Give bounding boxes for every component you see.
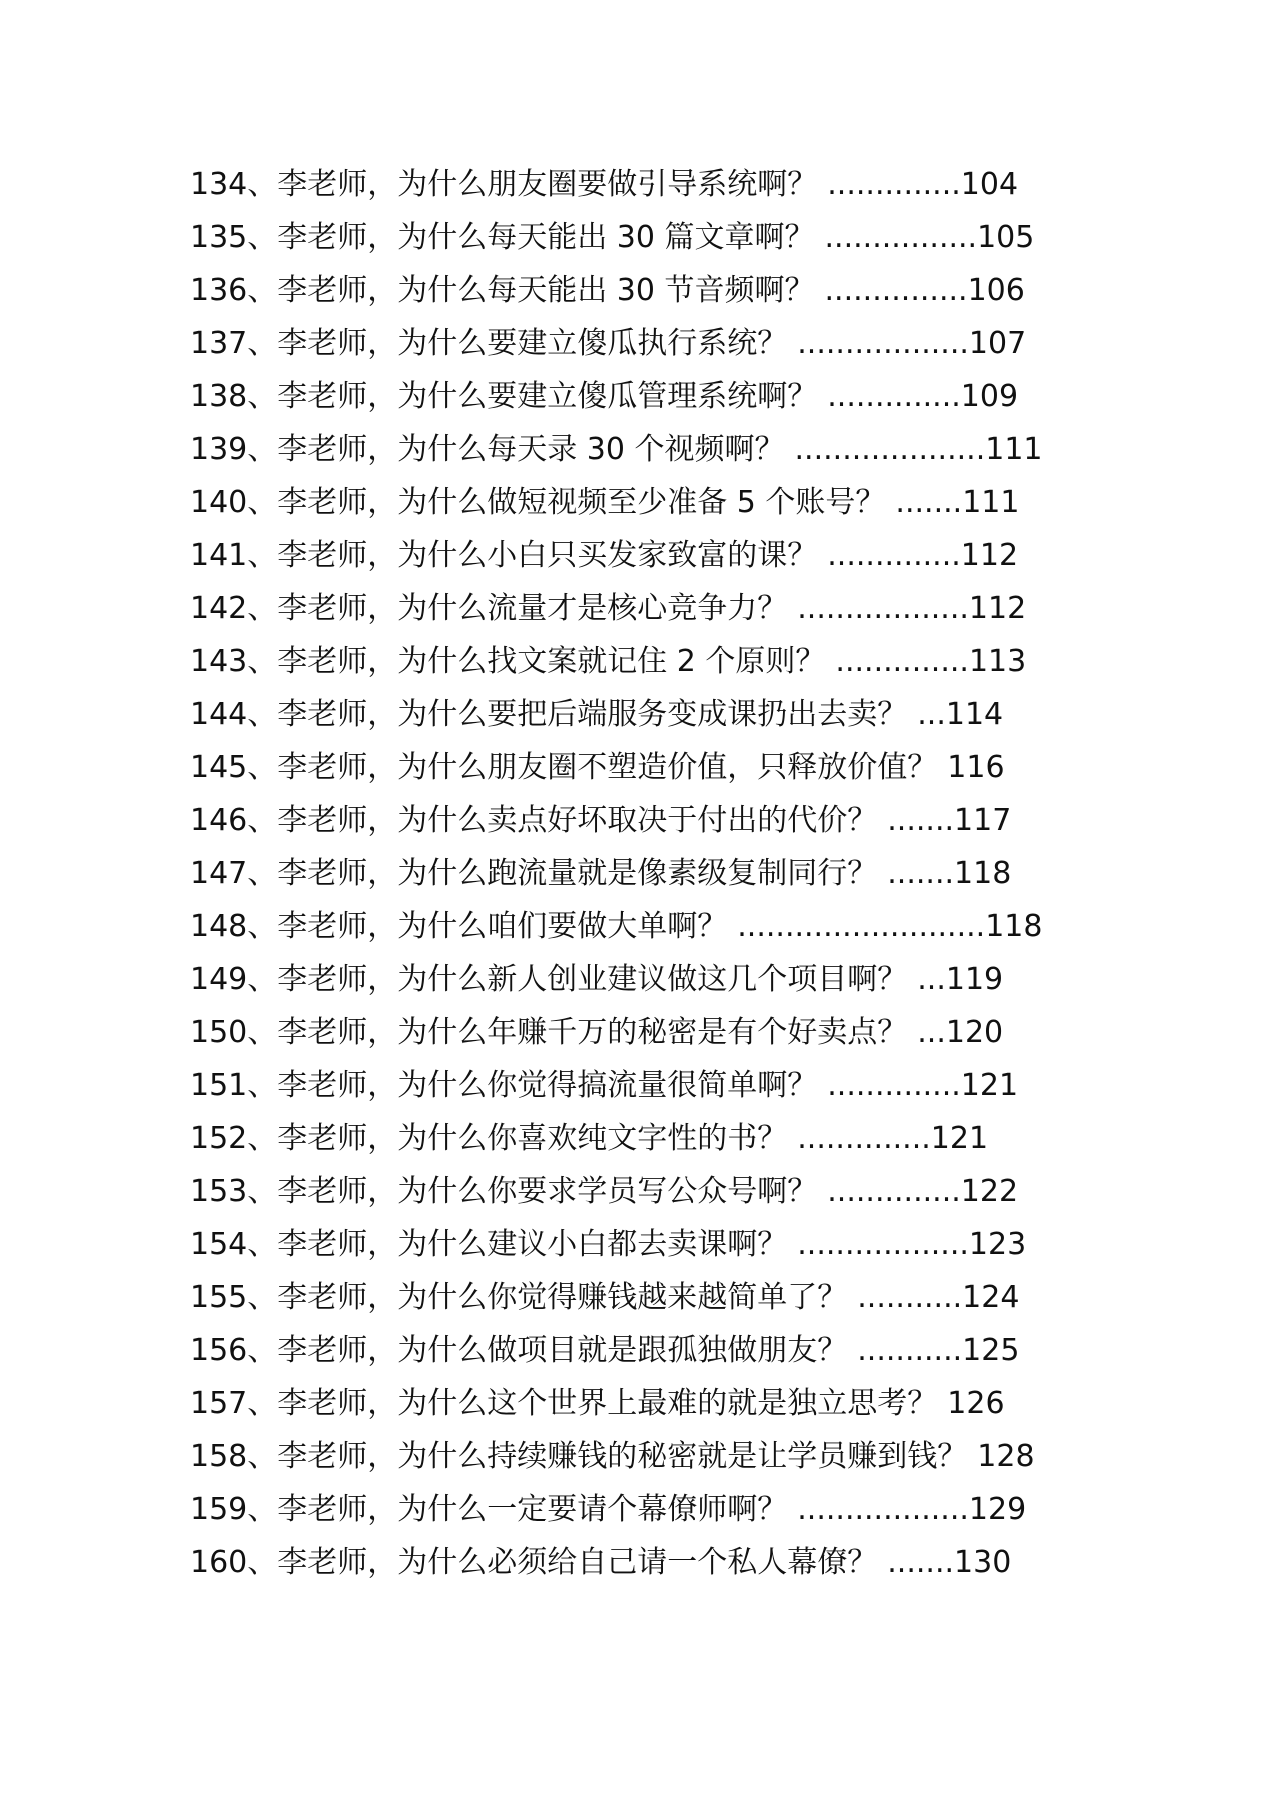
toc-entry-leader: .................. [797, 1227, 969, 1262]
toc-entry-page: 112 [960, 538, 1019, 573]
toc-entry-page: 126 [947, 1386, 1005, 1421]
toc-entry-title: 140、李老师，为什么做短视频至少准备 5 个账号？ [190, 485, 886, 520]
toc-entry [190, 1220, 1080, 1270]
toc-entry-leader: ....... [887, 1545, 955, 1580]
toc-entry-page: 117 [954, 803, 1012, 838]
toc-entry-page: 120 [945, 1015, 1004, 1050]
toc-entry-leader: ....... [895, 485, 963, 520]
toc-entry-title: 159、李老师，为什么一定要请个幕僚师啊？ [190, 1492, 788, 1527]
toc-entry-page: 118 [954, 856, 1012, 891]
toc-entry [190, 1326, 1080, 1376]
toc-entry [190, 531, 1080, 581]
toc-entry-title: 145、李老师，为什么朋友圈不塑造价值，只释放价值？ [190, 750, 938, 785]
toc-entry-page: 128 [977, 1439, 1035, 1474]
toc-entry [190, 1379, 1080, 1429]
toc-entry-leader: ................ [824, 220, 978, 255]
toc-entry-leader: .................. [797, 326, 969, 361]
toc-entry-page: 109 [960, 379, 1019, 414]
toc-entry-leader: .............. [827, 538, 961, 573]
toc-entry-title: 154、李老师，为什么建议小白都去卖课啊？ [190, 1227, 788, 1262]
toc-entry-title: 152、李老师，为什么你喜欢纯文字性的书？ [190, 1121, 788, 1156]
toc-entry-title: 153、李老师，为什么你要求学员写公众号啊？ [190, 1174, 818, 1209]
toc-entry-leader: .................... [794, 432, 986, 467]
toc-entry-leader: ... [917, 697, 946, 732]
toc-entry-page: 116 [947, 750, 1005, 785]
toc-entry-page: 114 [945, 697, 1004, 732]
toc-entry-page: 124 [962, 1280, 1020, 1315]
toc-entry-leader: .............. [827, 379, 961, 414]
toc-entry-title: 144、李老师，为什么要把后端服务变成课扔出去卖？ [190, 697, 908, 732]
toc-entry-title: 147、李老师，为什么跑流量就是像素级复制同行？ [190, 856, 878, 891]
toc-entry-title: 155、李老师，为什么你觉得赚钱越来越简单了？ [190, 1280, 848, 1315]
toc-entry-title: 148、李老师，为什么咱们要做大单啊？ [190, 909, 728, 944]
toc-entry-leader: .............. [827, 167, 961, 202]
toc-entry [190, 1061, 1080, 1111]
toc-entry-page: 112 [968, 591, 1027, 626]
toc-entry-page: 121 [960, 1068, 1019, 1103]
toc-entry-title: 136、李老师，为什么每天能出 30 节音频啊？ [190, 273, 815, 308]
toc-entry-title: 137、李老师，为什么要建立傻瓜执行系统？ [190, 326, 788, 361]
toc-entry-leader: .................. [797, 1492, 969, 1527]
toc-entry [190, 1167, 1080, 1217]
toc-entry [190, 955, 1080, 1005]
toc-entry-title: 142、李老师，为什么流量才是核心竞争力？ [190, 591, 788, 626]
toc-entry-page: 118 [985, 909, 1043, 944]
toc-entry-page: 121 [930, 1121, 989, 1156]
toc-entry-leader: ... [917, 1015, 946, 1050]
toc-entry-page: 106 [967, 273, 1025, 308]
toc-entry [190, 690, 1080, 740]
toc-entry-leader: .............. [835, 644, 969, 679]
toc-entry [190, 160, 1080, 210]
toc-entry [190, 796, 1080, 846]
toc-entry-title: 134、李老师，为什么朋友圈要做引导系统啊？ [190, 167, 818, 202]
toc-entry-title: 160、李老师，为什么必须给自己请一个私人幕僚？ [190, 1545, 878, 1580]
toc-entry-page: 129 [968, 1492, 1027, 1527]
toc-entry-leader: ... [917, 962, 946, 997]
toc-entry-leader: .................. [797, 591, 969, 626]
toc-entry [190, 213, 1080, 263]
toc-entry [190, 637, 1080, 687]
toc-entry-title: 157、李老师，为什么这个世界上最难的就是独立思考？ [190, 1386, 938, 1421]
toc-entry [190, 1432, 1080, 1482]
toc-entry-leader: .............. [827, 1174, 961, 1209]
toc-entry [190, 1273, 1080, 1323]
toc-entry [190, 266, 1080, 316]
toc-entry-page: 130 [954, 1545, 1012, 1580]
toc-entry [190, 425, 1080, 475]
toc-entry-leader: .............. [797, 1121, 931, 1156]
toc-entry-leader: .......................... [737, 909, 986, 944]
toc-entry-leader: ........... [857, 1333, 963, 1368]
toc-entry-page: 125 [962, 1333, 1020, 1368]
toc-entry-title: 141、李老师，为什么小白只买发家致富的课？ [190, 538, 818, 573]
toc-entry-title: 138、李老师，为什么要建立傻瓜管理系统啊？ [190, 379, 818, 414]
toc-entry [190, 1008, 1080, 1058]
toc-entry [190, 478, 1080, 528]
toc-entry-title: 150、李老师，为什么年赚千万的秘密是有个好卖点？ [190, 1015, 908, 1050]
toc-entry-page: 111 [962, 485, 1020, 520]
toc-entry-title: 139、李老师，为什么每天录 30 个视频啊？ [190, 432, 785, 467]
toc-entry [190, 849, 1080, 899]
toc-entry [190, 743, 1080, 793]
toc-entry-page: 123 [968, 1227, 1027, 1262]
toc-entry-title: 143、李老师，为什么找文案就记住 2 个原则？ [190, 644, 826, 679]
toc-entry-page: 107 [968, 326, 1027, 361]
toc-entry-title: 158、李老师，为什么持续赚钱的秘密就是让学员赚到钱？ [190, 1439, 968, 1474]
toc-entry-leader: ............... [824, 273, 968, 308]
toc-entry-page: 113 [968, 644, 1027, 679]
toc-entry [190, 1114, 1080, 1164]
toc-entry [190, 902, 1080, 952]
toc-entry [190, 1485, 1080, 1535]
toc-entry-title: 149、李老师，为什么新人创业建议做这几个项目啊？ [190, 962, 908, 997]
toc-entry-page: 122 [960, 1174, 1019, 1209]
toc-entry-title: 156、李老师，为什么做项目就是跟孤独做朋友？ [190, 1333, 848, 1368]
toc-entry [190, 319, 1080, 369]
toc-entry-page: 105 [977, 220, 1035, 255]
toc-entry [190, 1538, 1080, 1588]
toc-entry-leader: ....... [887, 803, 955, 838]
toc-entry-leader: ....... [887, 856, 955, 891]
toc-entry [190, 372, 1080, 422]
toc-entry-leader: .............. [827, 1068, 961, 1103]
toc-entry-title: 146、李老师，为什么卖点好坏取决于付出的代价？ [190, 803, 878, 838]
toc-entry-title: 135、李老师，为什么每天能出 30 篇文章啊？ [190, 220, 815, 255]
toc-entry-page: 111 [985, 432, 1043, 467]
toc-entry [190, 584, 1080, 634]
toc-entry-page: 119 [945, 962, 1004, 997]
toc-entry-leader: ........... [857, 1280, 963, 1315]
toc-entry-title: 151、李老师，为什么你觉得搞流量很简单啊？ [190, 1068, 818, 1103]
toc-entry-page: 104 [960, 167, 1019, 202]
